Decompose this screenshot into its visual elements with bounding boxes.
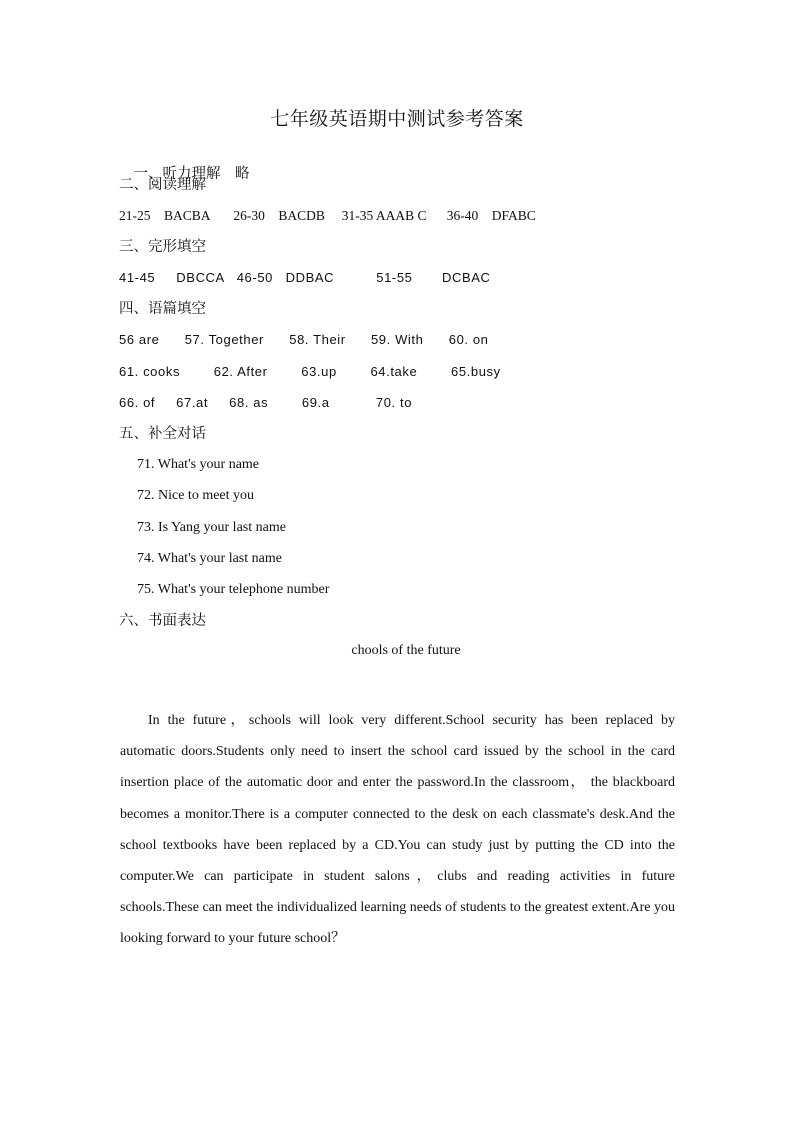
dialogue-item-74: 74. What's your last name [137, 551, 282, 566]
dialogue-heading: 五、补全对话 [119, 426, 206, 442]
essay-body: In the future，schools will look very different.School security has been replaced by automatic doors.Students only need to insert the school card issued by the school in the card insertion place of the automatic door and enter the password.In the classroom， the blackboard becomes a monitor.There is a computer connected to the desk on each classmate's desk.And the school textbooks have been replaced by a CD.You can study just by putting the CD into the computer.We can participate in student salons，clubs and reading activities in future schools.These can meet the individualized learning needs of students to the greatest extent.Are you looking forward to your future school？ [120, 713, 675, 947]
dialogue-item-72: 72. Nice to meet you [137, 488, 255, 503]
listening-section [119, 144, 250, 204]
listening-spacer [221, 166, 236, 182]
passage-fill-row-3: 66. of 67.at 68. as 69.a 70. to [119, 395, 413, 410]
essay-title: chools of the future [351, 643, 461, 658]
listening-heading: 一、听力理解 [133, 166, 221, 182]
passage-fill-row-1: 56 are 57. Together 58. Their 59. With 60. on [119, 332, 489, 347]
cloze-answers: 41-45 DBCCA 46-50 DDBAC 51-55 DCBAC [119, 270, 491, 285]
writing-heading: 六、书面表达 [119, 613, 206, 629]
dialogue-item-73: 73. Is Yang your last name [137, 520, 286, 535]
listening-answer: 略 [235, 166, 250, 182]
passage-fill-heading: 四、语篇填空 [119, 301, 206, 317]
dialogue-item-75: 75. What's your telephone number [137, 582, 330, 597]
reading-answers: 21-25 BACBA 26-30 BACDB 31-35 AAAB C 36-40 DFABC [119, 208, 536, 223]
reading-heading: 二、阅读理解 [119, 177, 206, 193]
essay [120, 705, 675, 955]
page-title: 七年级英语期中测试参考答案 [270, 109, 524, 130]
dialogue-item-71: 71. What's your name [137, 457, 260, 472]
passage-fill-row-2: 61. cooks 62. After 63.up 64.take 65.busy [119, 364, 501, 379]
cloze-heading: 三、完形填空 [119, 239, 206, 255]
